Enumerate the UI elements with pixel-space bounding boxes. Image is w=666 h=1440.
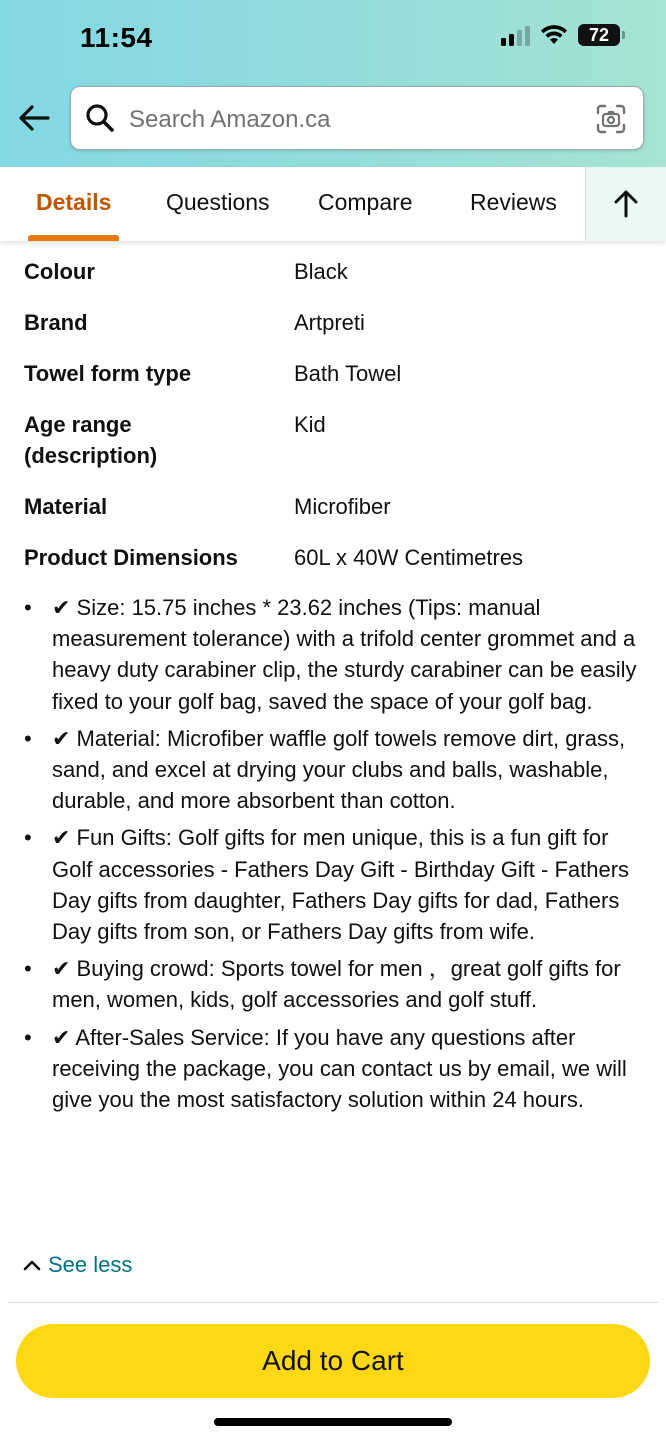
list-item: • ✔ Fun Gifts: Golf gifts for men unique, this is a fun gift for Golf accessories - Fathers Day Gift - Birthday Gift - Fathers Day gifts from daughter, Fathers Day gifts for dad, Fathers Day gifts from son, or Fathers Day gifts from wife. xyxy=(24,825,630,945)
scroll-to-top-button[interactable] xyxy=(585,167,666,241)
status-icons xyxy=(501,24,620,46)
spec-row xyxy=(24,542,644,573)
divider xyxy=(8,1302,658,1303)
product-specs-table xyxy=(24,256,644,593)
tab-reviews[interactable]: Reviews xyxy=(470,189,557,215)
spec-value: Black xyxy=(294,259,348,284)
spec-row xyxy=(24,256,644,287)
spec-key: Product Dimensions xyxy=(24,545,238,570)
back-arrow-icon[interactable] xyxy=(16,100,52,136)
app-header xyxy=(0,0,666,167)
cellular-signal-icon xyxy=(501,24,530,46)
battery-level: 72 xyxy=(588,24,610,45)
search-icon xyxy=(85,103,115,133)
section-tabs xyxy=(0,167,666,241)
spec-row xyxy=(24,409,644,471)
active-tab-indicator xyxy=(28,235,119,241)
spec-key: Brand xyxy=(24,310,88,335)
add-to-cart-button[interactable]: Add to Cart xyxy=(16,1324,650,1398)
feature-bullets xyxy=(24,592,644,1121)
list-item: • ✔ Material: Microfiber waffle golf towels remove dirt, grass, sand, and excel at drying your clubs and balls, washable, durable, and more absorbent than cotton. xyxy=(24,725,626,814)
tab-questions[interactable]: Questions xyxy=(166,189,270,215)
spec-value: Microfiber xyxy=(294,494,391,519)
bullet-text: ✔ Fun Gifts: Golf gifts for men unique, this is a fun gift for Golf accessories - Fathers Day Gift - Birthday Gift - Fathers Day gifts from daughter, Fathers Day gifts for dad, Fathers Day gifts from son, or Fathers Day gifts from wife. xyxy=(52,825,630,945)
spec-row xyxy=(24,307,644,338)
spec-key: Colour xyxy=(24,259,95,284)
spec-value: Kid xyxy=(294,412,326,437)
arrow-up-icon xyxy=(613,190,639,218)
spec-value: Bath Towel xyxy=(294,361,402,386)
battery-icon xyxy=(578,24,620,46)
status-time: 11:54 xyxy=(80,22,153,53)
list-item: • ✔ Size: 15.75 inches * 23.62 inches (Tips: manual measurement tolerance) with a trifold center grommet and a heavy duty carabiner clip, the sturdy carabiner can be easily fixed to your golf bag, saved the space of your golf bag. xyxy=(24,595,637,714)
list-item: • ✔ Buying crowd: Sports towel for men ，great golf gifts for men, women, kids, golf accessories and golf stuff. xyxy=(24,956,621,1013)
spec-key: Towel form type xyxy=(24,361,192,386)
camera-search-icon[interactable] xyxy=(595,103,627,135)
spec-value: Artpreti xyxy=(294,310,365,335)
tab-compare[interactable]: Compare xyxy=(318,189,413,215)
tab-details[interactable]: Details xyxy=(36,189,112,215)
search-input[interactable] xyxy=(127,99,571,141)
search-bar[interactable] xyxy=(70,86,644,150)
see-less-label: See less xyxy=(48,1252,133,1277)
spec-row xyxy=(24,358,644,389)
home-indicator xyxy=(214,1418,452,1426)
wifi-icon xyxy=(540,24,568,46)
spec-key: Material xyxy=(24,494,108,519)
spec-row xyxy=(24,491,644,522)
see-less-link[interactable] xyxy=(22,1252,132,1278)
list-item: • ✔ After-Sales Service: If you have any questions after receiving the package, you can contact us by email, we will give you the most satisfactory solution within 24 hours. xyxy=(24,1024,627,1113)
chevron-up-icon xyxy=(22,1258,42,1272)
bullet-text: ✔ Size: 15.75 inches * 23.62 inches (Tips: manual measurement tolerance) with a trifold center grommet and a heavy duty carabiner clip, the sturdy carabiner can be easily fixed to your golf bag, saved the space of your golf bag. xyxy=(52,595,637,714)
bullet-text: ✔ After-Sales Service: If you have any questions after receiving the package, you can contact us by email, we will give you the most satisfactory solution within 24 hours. xyxy=(52,1024,627,1113)
spec-value: 60L x 40W Centimetres xyxy=(294,545,524,570)
bullet-text: ✔ Buying crowd: Sports towel for men ，great golf gifts for men, women, kids, golf accessories and golf stuff. xyxy=(52,956,621,1013)
spec-key: Age range (description) xyxy=(24,412,158,468)
bullet-text: ✔ Material: Microfiber waffle golf towels remove dirt, grass, sand, and excel at drying your clubs and balls, washable, durable, and more absorbent than cotton. xyxy=(52,725,626,814)
